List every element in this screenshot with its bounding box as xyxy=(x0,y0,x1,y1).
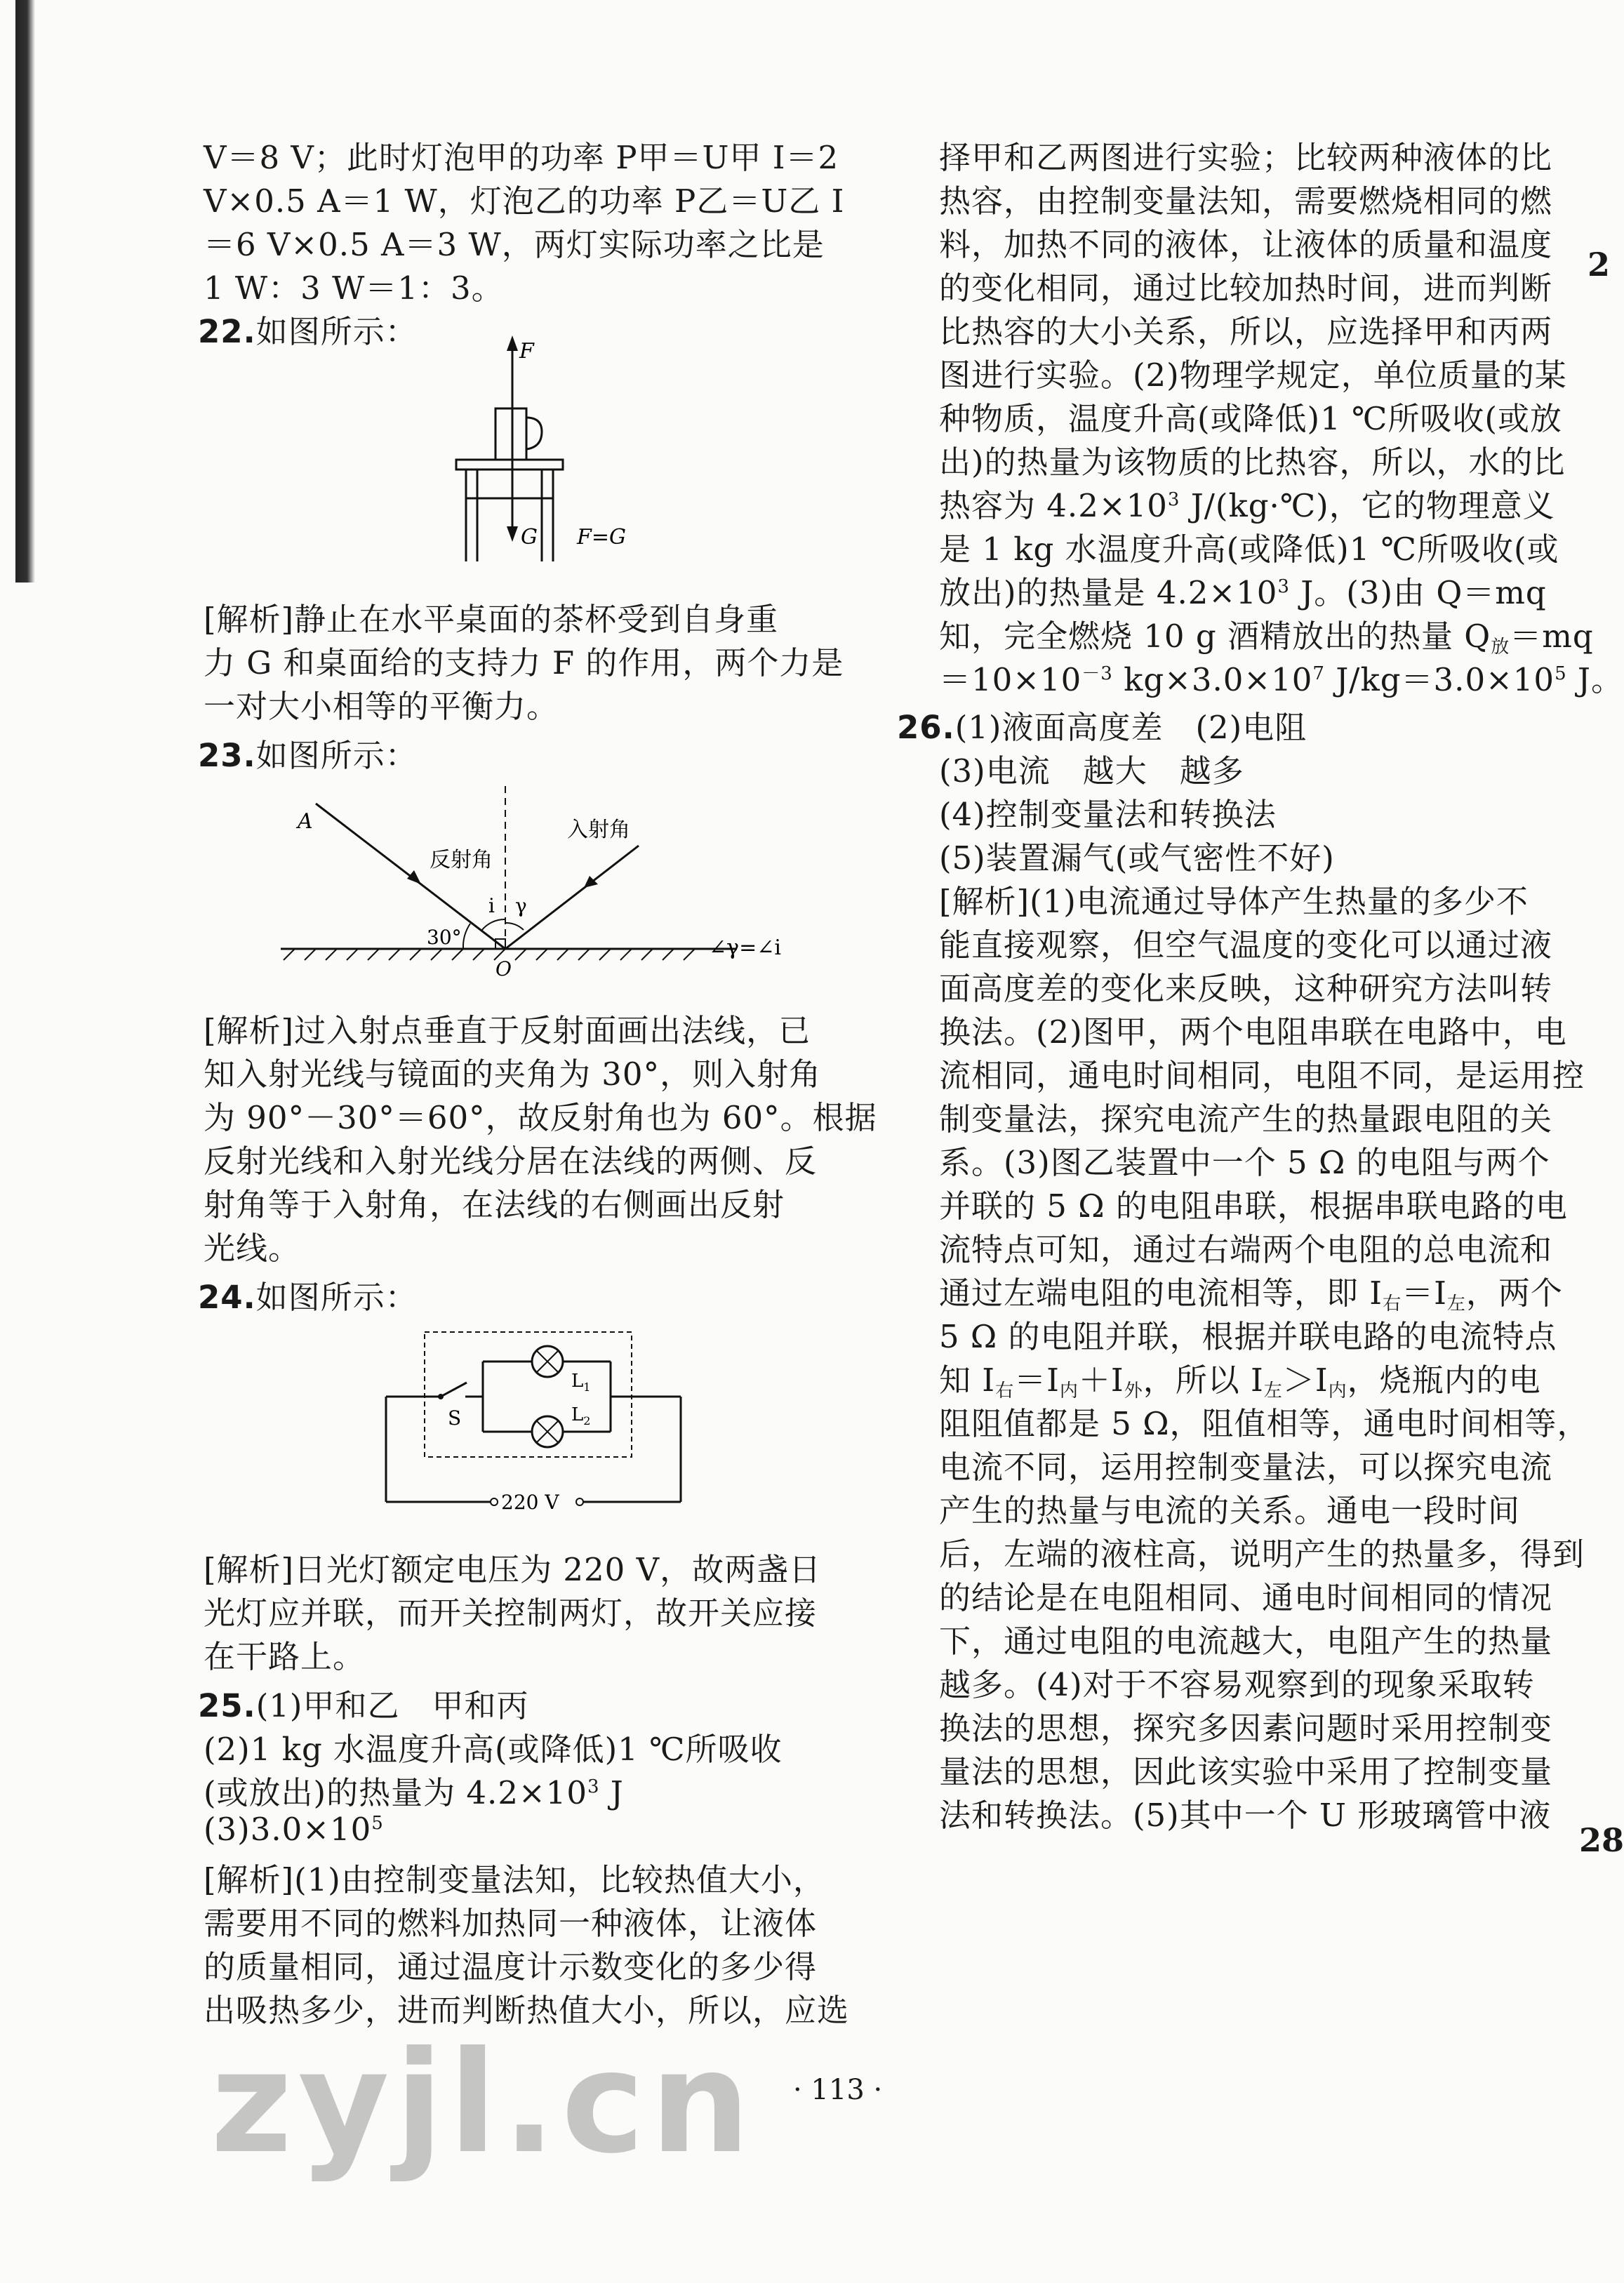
text-line: 的变化相同，通过比较加热时间，进而判断 xyxy=(939,269,1553,307)
text-part: 热容为 4.2×10 xyxy=(939,487,1168,524)
label-L1-sub: 1 xyxy=(583,1380,591,1394)
question-26 xyxy=(897,702,1307,747)
text-line: [解析]日光灯额定电压为 220 V，故两盏日 xyxy=(204,1551,822,1588)
text-line: 产生的热量与电流的关系。通电一段时间 xyxy=(939,1492,1521,1529)
text-part: J/kg＝3.0×10 xyxy=(1324,661,1555,698)
text-line: [解析](1)由控制变量法知，比较热值大小， xyxy=(204,1861,825,1898)
text-line: 出吸热多少，进而判断热值大小，所以，应选 xyxy=(204,1992,850,2029)
label-L1-main: L xyxy=(571,1371,584,1392)
label-L2-sub: 2 xyxy=(583,1414,591,1427)
label-A: A xyxy=(298,809,313,834)
text-part: J。(3)由 Q＝mq xyxy=(1289,574,1547,611)
text-line: 的结论是在电阻相同、通电时间相同的情况 xyxy=(939,1579,1553,1616)
text-line: 射角等于入射角，在法线的右侧画出反射 xyxy=(204,1186,785,1223)
text-part: ＝mq xyxy=(1510,618,1594,655)
text-line: V＝8 V；此时灯泡甲的功率 P甲＝U甲 I＝2 xyxy=(204,139,839,176)
text-line xyxy=(939,1267,1563,1315)
question-number: 25. xyxy=(198,1687,256,1724)
edge-number: 2 xyxy=(1588,246,1611,284)
subscript: 内 xyxy=(1059,1380,1079,1402)
binding-shadow xyxy=(15,0,35,583)
label-L2 xyxy=(571,1404,590,1427)
label-switch-S: S xyxy=(448,1406,462,1430)
superscript: 3 xyxy=(587,1776,600,1797)
text-line: (4)控制变量法和转换法 xyxy=(939,796,1277,833)
text-part: ＝10×10 xyxy=(939,661,1082,698)
subscript: 左 xyxy=(1446,1293,1466,1314)
text-line: 需要用不同的燃料加热同一种液体，让液体 xyxy=(204,1905,818,1942)
label-220V: 220 V xyxy=(501,1491,559,1514)
text-line: 光灯应并联，而开关控制两灯，故开关应接 xyxy=(204,1595,818,1632)
figure-24-circuit xyxy=(372,1326,737,1530)
text-line: 量法的思想，因此该实验中采用了控制变量 xyxy=(939,1753,1553,1790)
text-line: 能直接观察，但空气温度的变化可以通过液 xyxy=(939,926,1553,964)
label-L2-main: L xyxy=(571,1404,584,1425)
text-part: 知，完全燃烧 10 g 酒精放出的热量 Q xyxy=(939,618,1491,655)
text-part: ，烧瓶内的电 xyxy=(1347,1362,1541,1399)
question-24 xyxy=(198,1272,418,1317)
label-F: F xyxy=(519,339,534,364)
figure-22-cup-on-table xyxy=(442,330,681,583)
text-line: 换法。(2)图甲，两个电阻串联在电路中，电 xyxy=(939,1013,1567,1051)
question-number: 22. xyxy=(198,313,256,350)
superscript: 5 xyxy=(1555,663,1567,684)
text-line: [解析](1)电流通过导体产生热量的多少不 xyxy=(939,883,1529,920)
text-line: 料，加热不同的液体，让液体的质量和温度 xyxy=(939,226,1553,263)
text-line: V×0.5 A＝1 W，灯泡乙的功率 P乙＝U乙 I xyxy=(204,182,845,220)
text-part: ＝I xyxy=(1402,1274,1447,1312)
superscript: 5 xyxy=(371,1813,384,1834)
label-L1 xyxy=(571,1371,590,1394)
text-line: 是 1 kg 水温度升高(或降低)1 ℃所吸收(或 xyxy=(939,531,1559,568)
question-text: (1)甲和乙 甲和丙 xyxy=(255,1687,529,1724)
text-line: 后，左端的液柱高，说明产生的热量多，得到 xyxy=(939,1536,1585,1573)
text-line: 知入射光线与镜面的夹角为 30°，则入射角 xyxy=(204,1056,822,1093)
question-number: 23. xyxy=(198,737,256,774)
subscript: 放 xyxy=(1491,637,1510,658)
text-line: ＝6 V×0.5 A＝3 W，两灯实际功率之比是 xyxy=(204,226,825,263)
label-reflection-angle: 反射角 xyxy=(430,848,493,872)
text-line: (3)电流 越大 越多 xyxy=(939,752,1244,790)
text-line: [解析]静止在水平桌面的茶杯受到自身重 xyxy=(204,601,779,638)
text-line: 比热容的大小关系，所以，应选择甲和丙两 xyxy=(939,313,1553,350)
page-number: · 113 · xyxy=(793,2074,883,2106)
label-gamma: γ xyxy=(515,894,527,917)
question-text: 如图所示： xyxy=(255,313,418,350)
text-line: 的质量相同，通过温度计示数变化的多少得 xyxy=(204,1948,818,1985)
text-part: 通过左端电阻的电流相等，即 I xyxy=(939,1274,1383,1312)
watermark: zyjl.cn xyxy=(211,2021,756,2185)
label-F-equals-G: F=G xyxy=(577,525,626,550)
question-number: 24. xyxy=(198,1279,256,1316)
text-line xyxy=(204,1811,384,1848)
label-G: G xyxy=(521,525,538,550)
text-line: 为 90°－30°＝60°，故反射角也为 60°。根据 xyxy=(204,1099,877,1136)
text-line: 图进行实验。(2)物理学规定，单位质量的某 xyxy=(939,357,1567,394)
text-line: 阻阻值都是 5 Ω，阻值相等，通电时间相等， xyxy=(939,1405,1590,1442)
label-i: i xyxy=(488,894,495,917)
text-line: 择甲和乙两图进行实验；比较两种液体的比 xyxy=(939,139,1553,176)
question-25 xyxy=(198,1680,528,1726)
text-line xyxy=(939,567,1547,613)
text-line: 5 Ω 的电阻并联，根据并联电路的电流特点 xyxy=(939,1318,1557,1355)
text-line: 热容，由控制变量法知，需要燃烧相同的燃 xyxy=(939,182,1553,220)
text-part: 知 I xyxy=(939,1362,996,1399)
label-O: O xyxy=(495,957,512,980)
text-part: J。 xyxy=(1566,661,1623,698)
subscript: 右 xyxy=(995,1380,1015,1402)
text-part: 放出)的热量是 4.2×10 xyxy=(939,574,1278,611)
label-incidence-angle: 入射角 xyxy=(567,818,630,842)
text-line: 下，通过电阻的电流越大，电阻产生的热量 xyxy=(939,1623,1553,1660)
text-part: ＝I xyxy=(1014,1362,1060,1399)
subscript: 内 xyxy=(1328,1380,1347,1402)
text-line: 出)的热量为该物质的比热容，所以，水的比 xyxy=(939,444,1566,481)
text-line: 在干路上。 xyxy=(204,1638,366,1675)
question-text: 如图所示： xyxy=(255,737,418,774)
figure-23-reflection xyxy=(274,772,835,1004)
text-line: 面高度差的变化来反映，这种研究方法叫转 xyxy=(939,970,1553,1007)
text-line: 并联的 5 Ω 的电阻串联，根据串联电路的电 xyxy=(939,1187,1568,1225)
text-part: ＞I xyxy=(1282,1362,1329,1399)
text-line: (2)1 kg 水温度升高(或降低)1 ℃所吸收 xyxy=(204,1731,783,1768)
text-line: 制变量法，探究电流产生的热量跟电阻的关 xyxy=(939,1100,1553,1138)
text-line xyxy=(939,1355,1541,1402)
label-angle-equality: ∠γ=∠i xyxy=(709,936,781,960)
superscript: 3 xyxy=(1277,576,1290,597)
subscript: 左 xyxy=(1263,1380,1283,1402)
superscript: －3 xyxy=(1081,663,1113,684)
text-line xyxy=(204,1767,624,1813)
text-line: (5)装置漏气(或气密性不好) xyxy=(939,839,1335,877)
text-part: ，所以 I xyxy=(1143,1362,1264,1399)
text-line: 1 W：3 W＝1：3。 xyxy=(204,269,504,307)
question-number: 26. xyxy=(897,709,955,746)
text-line: [解析]过入射点垂直于反射面画出法线，已 xyxy=(204,1012,811,1049)
edge-number: 28 xyxy=(1579,1821,1624,1859)
text-part: J/(kg·℃)，它的物理意义 xyxy=(1180,487,1555,524)
text-line: 电流不同，运用控制变量法，可以探究电流 xyxy=(939,1449,1553,1486)
label-30-degrees: 30° xyxy=(427,926,462,949)
text-line: 系。(3)图乙装置中一个 5 Ω 的电阻与两个 xyxy=(939,1144,1550,1181)
text-line: 换法的思想，探究多因素问题时采用控制变 xyxy=(939,1710,1553,1747)
text-part: (3)3.0×10 xyxy=(204,1811,372,1848)
text-line: 光线。 xyxy=(204,1230,301,1267)
text-line xyxy=(939,480,1555,526)
question-22 xyxy=(198,306,418,352)
text-line: 种物质，温度升高(或降低)1 ℃所吸收(或放 xyxy=(939,400,1562,437)
text-part: (或放出)的热量为 4.2×10 xyxy=(204,1774,587,1811)
text-line: 力 G 和桌面给的支持力 F 的作用，两个力是 xyxy=(204,644,844,681)
text-line xyxy=(939,611,1594,658)
superscript: 7 xyxy=(1312,663,1325,684)
text-part: kg×3.0×10 xyxy=(1112,661,1313,698)
question-text: 如图所示： xyxy=(255,1279,418,1316)
text-line: 反射光线和入射光线分居在法线的两侧、反 xyxy=(204,1143,818,1180)
text-line: 越多。(4)对于不容易观察到的现象采取转 xyxy=(939,1666,1535,1703)
text-line: 流特点可知，通过右端两个电阻的总电流和 xyxy=(939,1231,1553,1268)
subscript: 右 xyxy=(1383,1293,1402,1314)
question-23 xyxy=(198,730,418,776)
text-line: 流相同，通电时间相同，电阻不同，是运用控 xyxy=(939,1057,1585,1094)
question-text: (1)液面高度差 (2)电阻 xyxy=(954,709,1307,746)
text-part: ＋I xyxy=(1078,1362,1124,1399)
text-part: ，两个 xyxy=(1465,1274,1563,1312)
text-line: 一对大小相等的平衡力。 xyxy=(204,688,559,725)
superscript: 3 xyxy=(1167,489,1180,510)
subscript: 外 xyxy=(1124,1380,1143,1402)
text-part: J xyxy=(599,1774,624,1811)
text-line xyxy=(939,654,1623,700)
text-line: 法和转换法。(5)其中一个 U 形玻璃管中液 xyxy=(939,1797,1552,1834)
